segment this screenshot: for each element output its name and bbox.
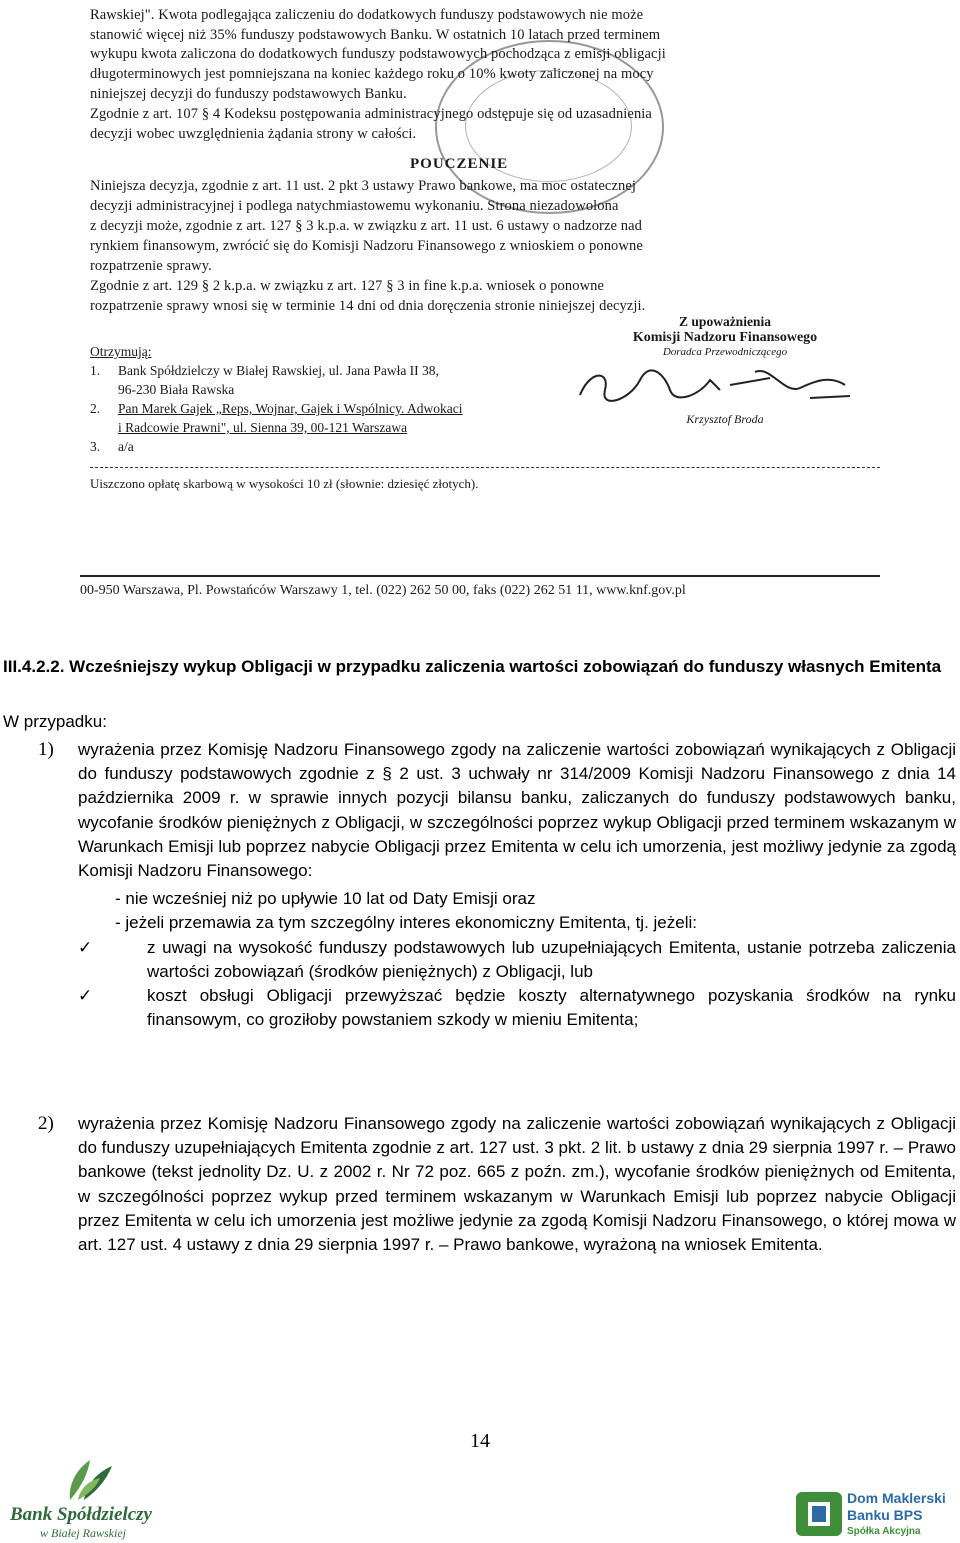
scan-line-10: z decyzji może, zgodnie z art. 127 § 3 k.p.a. w związku z art. 11 ust. 6 ustawy o nadzorze nad — [90, 218, 643, 234]
logo-left-subtitle: w Białej Rawskiej — [40, 1526, 126, 1540]
list-item-text: wyrażenia przez Komisję Nadzoru Finansowego zgody na zaliczenie wartości zobowiązań wynikających z Obligacji do funduszy podstawowych zgodnie z § 2 ust. 3 uchwały nr 314/2009 Komisji Nadzoru Finansowego z dnia 14 października 2009 r. w sprawie innych pozycji bilansu banku, zaliczanych do funduszy podstawowych banku, wycofanie środków pieniężnych z Obligacji, w szczególności poprzez wykup Obligacji przed terminem wskazanym w Warunkach Emisji lub poprzez nabycie Obligacji przez Emitenta w celu ich umorzenia, jest możliwy jedynie za zgodą Komisji Nadzoru Finansowego: — [78, 740, 956, 881]
signer-institution: Komisji Nadzoru Finansowego — [632, 330, 818, 345]
logo-left-title: Bank Spółdzielczy — [10, 1504, 152, 1525]
scan-line-8: Niniejsza decyzja, zgodnie z art. 11 ust. 2 pkt 3 ustawy Prawo bankowe, ma moc ostatecznej — [90, 178, 637, 194]
signer-authorization: Z upoważnienia — [679, 314, 771, 329]
wheat-icon — [60, 1458, 120, 1502]
scan-line-13: Zgodnie z art. 129 § 2 k.p.a. w związku z art. 127 § 3 in fine k.p.a. wniosek o ponowne — [90, 278, 605, 294]
section-title: III.4.2.2. Wcześniejszy wykup Obligacji w przypadku zaliczenia wartości zobowiązań do funduszy własnych Emitenta — [3, 657, 942, 676]
bps-emblem-icon — [794, 1490, 844, 1538]
intro-text: W przypadku: — [3, 712, 107, 731]
signer-role: Doradca Przewodniczącego — [662, 346, 788, 358]
check-item-text: koszt obsługi Obligacji przewyższać będzie koszty alternatywnego pozyskania środków na rynku finansowym, co groziłoby powstaniem szkody w mieniu Emitenta; — [147, 986, 956, 1030]
recipients-title: Otrzymują: — [90, 344, 152, 359]
recipient-item: 1. Bank Spółdzielczy w Białej Rawskiej, ul. Jana Pawła II 38, — [90, 363, 439, 378]
recipient-item: 2. Pan Marek Gajek „Reps, Wojnar, Gajek i Wspólnicy. Adwokaci — [90, 401, 463, 416]
recipient-item: 3. a/a — [90, 439, 134, 454]
dashed-divider — [90, 467, 880, 468]
condition-1: - nie wcześniej niż po upływie 10 lat od Daty Emisji oraz — [115, 889, 536, 909]
list-item-1 — [38, 738, 956, 1032]
logo-right-line-1: Dom Maklerski — [847, 1490, 946, 1506]
scan-line-9: decyzji administracyjnej i podlega natychmiastowemu wykonaniu. Strona niezadowolona — [90, 198, 619, 214]
bank-spoldzielczy-logo — [8, 1458, 198, 1538]
list-item-2 — [38, 1112, 956, 1257]
scan-line-1: Rawskiej". Kwota podlegająca zaliczeniu do dodatkowych funduszy podstawowych nie może — [90, 7, 644, 23]
list-number: 2) — [38, 1113, 54, 1134]
scanned-decision — [80, 0, 880, 610]
scan-heading: POUCZENIE — [410, 156, 509, 172]
handwritten-signature — [570, 360, 860, 410]
recipient-item: 96-230 Biała Rawska — [118, 382, 235, 397]
check-item-1 — [78, 936, 956, 984]
recipient-item: i Radcowie Prawni", ul. Sienna 39, 00-121 Warszawa — [118, 420, 408, 435]
scan-line-6: Zgodnie z art. 107 § 4 Kodeksu postępowania administracyjnego odstępuje się od uzasadnienia — [90, 106, 652, 122]
footer-divider — [80, 575, 880, 577]
stamp-fee-note: Uiszczono opłatę skarbową w wysokości 10 zł (słownie: dziesięć złotych). — [90, 476, 479, 491]
scan-line-4: długoterminowych jest pomniejszana na koniec każdego roku o 10% kwoty zaliczonej na mocy — [90, 66, 654, 82]
signer-name: Krzysztof Broda — [686, 412, 764, 426]
check-item-2 — [78, 984, 956, 1032]
logo-right-line-3: Spółka Akcyjna — [847, 1526, 921, 1537]
scan-line-3: wykupu kwota zaliczona do dodatkowych funduszy podstawowych pochodząca z emisji obligacji — [90, 46, 666, 62]
scan-line-7: decyzji wobec uwzględnienia żądania strony w całości. — [90, 126, 417, 142]
knf-address: 00-950 Warszawa, Pl. Powstańców Warszawy 1, tel. (022) 262 50 00, faks (022) 262 51 11, www.knf.gov.pl — [80, 583, 686, 598]
list-number: 1) — [38, 739, 54, 760]
dm-bps-logo — [792, 1490, 960, 1542]
scan-line-14: rozpatrzenie sprawy wnosi się w terminie 14 dni od dnia doręczenia stronie niniejszej decyzji. — [90, 298, 646, 314]
page-number: 14 — [470, 1430, 490, 1452]
checkmark-icon: ✓ — [78, 937, 93, 957]
check-item-text: z uwagi na wysokość funduszy podstawowych lub uzupełniających Emitenta, ustanie potrzeba zaliczenia wartości zobowiązań (środków pieniężnych) z Obligacji, lub — [147, 937, 956, 981]
scan-line-5: niniejszej decyzji do funduszy podstawowych Banku. — [90, 86, 407, 102]
list-item-text: wyrażenia przez Komisję Nadzoru Finansowego zgody na zaliczenie wartości zobowiązań wynikających z Obligacji do funduszy uzupełniających Emitenta zgodnie z art. 127 ust. 3 pkt. 2 lit. b ustawy z dnia 29 sierpnia 1997 r. – Prawo bankowe (tekst jednolity Dz. U. z 2002 r. Nr 72 poz. 665 z poźn. zm.), wycofanie środków pieniężnych od Emitenta, w szczególności poprzez wykup przed terminem wskazanym w Warunkach Emisji lub poprzez nabycie Obligacji przez Emitenta w celu ich umorzenia jest możliwe jedynie za zgodą Komisji Nadzoru Finansowego, o której mowa w art. 127 ust. 4 ustawy z dnia 29 sierpnia 1997 r. – Prawo bankowe, wyrażoną na wniosek Emitenta. — [78, 1114, 956, 1255]
scan-line-12: rozpatrzenie sprawy. — [90, 258, 212, 274]
condition-2: - jeżeli przemawia za tym szczególny interes ekonomiczny Emitenta, tj. jeżeli: — [115, 913, 697, 933]
scan-line-2: stanowić więcej niż 35% funduszy podstawowych Banku. W ostatnich 10 latach przed terminem — [90, 27, 661, 43]
scan-line-11: rynkiem finansowym, zwrócić się do Komisji Nadzoru Finansowego z wnioskiem o ponowne — [90, 238, 643, 254]
recipients-list — [90, 342, 463, 456]
logo-right-line-2: Banku BPS — [847, 1507, 923, 1523]
checkmark-icon: ✓ — [78, 986, 93, 1006]
